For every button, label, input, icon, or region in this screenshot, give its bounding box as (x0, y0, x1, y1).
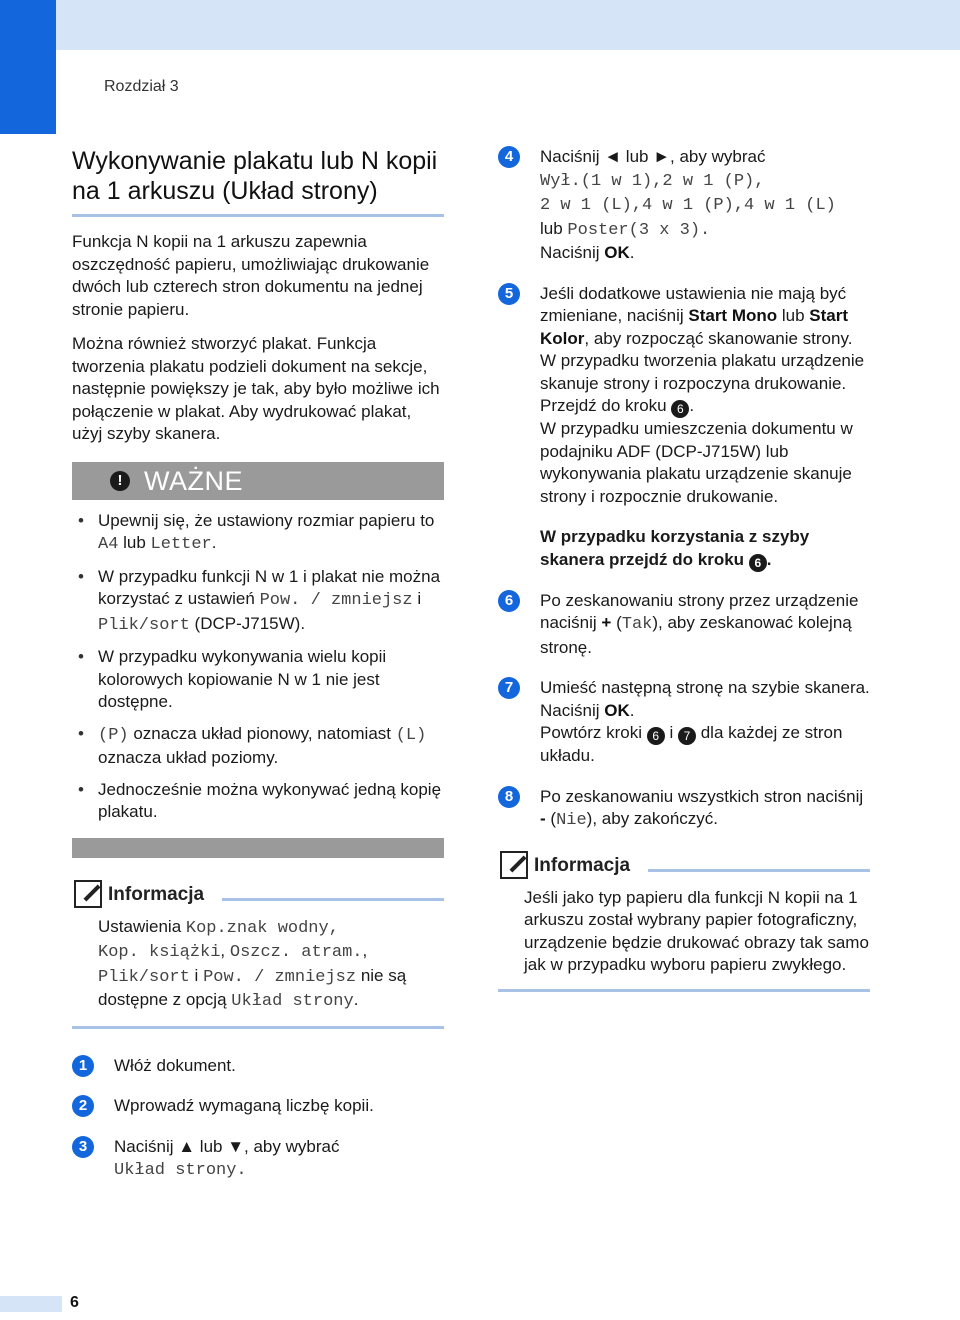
step-text: Naciśnij (540, 700, 605, 720)
text: W przypadku funkcji N w 1 i plakat nie można korzystać z ustawień (98, 566, 441, 608)
start-mono-key-label: Start Mono (688, 306, 778, 325)
note-rule (648, 869, 870, 872)
step-number: 2 (72, 1095, 94, 1117)
text-mono: Plik/sort (98, 615, 190, 635)
step-text: ), aby zeskanować kolejną stronę. (540, 613, 852, 657)
step-ref-badge: 6 (749, 554, 767, 572)
note-title: Informacja (108, 883, 205, 905)
important-box (72, 462, 444, 858)
note-header (72, 880, 444, 910)
step-text: W przypadku tworzenia plakatu urządzenie skanuje strony i rozpoczyna drukowanie. (540, 351, 865, 393)
step-text: ), aby zakończyć. (586, 809, 718, 828)
important-header (72, 462, 444, 500)
step-text: Wprowadź wymaganą liczbę kopii. (114, 1096, 374, 1115)
text-mono: Pow. / zmniejsz (259, 591, 413, 610)
text: . (211, 533, 217, 552)
step-1 (72, 1055, 444, 1078)
steps-list-continued (498, 146, 870, 508)
text: . (766, 549, 772, 569)
text-mono: A4 (98, 535, 119, 554)
step-text-mono: Nie (556, 811, 587, 830)
step-text: Naciśnij (540, 243, 605, 262)
text: Upewnij się, że ustawiony rozmiar papieru to (98, 510, 435, 530)
step-text-mono: Tak (621, 615, 653, 634)
step-number: 3 (72, 1136, 94, 1158)
note-body: Jeśli jako typ papieru dla funkcji N kopii na 1 arkuszu został wybrany papier fotograficzny, urządzenie będzie drukować obrazy tak samo jak w przypadku wyboru papieru zwykłego. (524, 887, 869, 974)
text-mono: Oszcz. atram. (229, 943, 363, 962)
step-text: lub (540, 218, 568, 238)
exclamation-icon: ! (110, 471, 130, 491)
step-number: 5 (498, 283, 520, 305)
step-text: Powtórz kroki (540, 723, 647, 742)
step-text-mono: Układ strony. (114, 1161, 247, 1180)
step-text: . (629, 243, 635, 262)
important-item (72, 566, 444, 638)
important-item (72, 723, 444, 770)
start-kolor-key-label: Start Kolor (540, 306, 849, 348)
important-item: • W przypadku wykonywania wielu kopii kolorowych kopiowanie N w 1 nie jest dostępne. (72, 646, 444, 714)
text-mono: (L) (395, 725, 427, 745)
left-column (72, 146, 444, 1201)
text-mono: Letter (150, 535, 212, 554)
step-number: 7 (498, 677, 520, 699)
text: oznacza układ poziomy. (98, 748, 279, 767)
steps-list-continued-2 (498, 590, 870, 833)
note-bottom-rule (72, 1026, 444, 1029)
step-text: Naciśnij ◄ lub ►, aby wybrać (540, 147, 766, 166)
text: , (362, 941, 368, 960)
step-ref-badge: 6 (647, 727, 665, 745)
text: (DCP-J715W). (189, 613, 306, 633)
text-mono: Układ strony (231, 992, 354, 1011)
header-band (56, 0, 960, 50)
text: , (220, 941, 230, 960)
glass-note (540, 526, 870, 572)
intro (72, 231, 444, 446)
pencil-note-icon (500, 851, 528, 879)
text: nie są dostępne z opcją (98, 965, 407, 1009)
text: . (353, 990, 359, 1009)
right-column (498, 146, 870, 992)
step-5 (498, 283, 870, 509)
note-box-right (498, 851, 870, 992)
chapter-label: Rozdział 3 (104, 78, 179, 95)
page-number: 6 (70, 1294, 79, 1311)
step-text: . (629, 700, 635, 720)
step-text: Naciśnij ▲ lub ▼, aby wybrać (114, 1136, 340, 1156)
step-text: ( (545, 809, 557, 828)
note-box (72, 880, 444, 1029)
text: W przypadku korzystania z szyby skanera przejdź do kroku (540, 527, 810, 569)
text: oznacza układ pionowy, natomiast (128, 723, 396, 743)
text: i (189, 965, 204, 985)
note-rule (222, 898, 444, 901)
note-header (498, 851, 870, 881)
important-list (72, 510, 444, 824)
text-mono: Kop.znak wodny, (185, 918, 339, 938)
text-mono: Kop. książki (98, 943, 221, 962)
section-title: Wykonywanie plakatu lub N kopii na 1 arkuszu (Układ strony) (72, 146, 444, 217)
step-6 (498, 590, 870, 660)
step-7 (498, 677, 870, 768)
text-mono: (P) (98, 725, 129, 745)
step-text-mono: 2 w 1 (L),4 w 1 (P),4 w 1 (L) (540, 196, 836, 215)
text-mono: Pow. / zmniejsz (203, 967, 357, 987)
step-4 (498, 146, 870, 265)
step-text: , aby rozpocząć skanowanie strony. (584, 328, 853, 348)
intro-paragraph-2: Można również stworzyć plakat. Funkcja tworzenia plakatu podzieli dokument na sekcje, następnie powiększy je tak, aby było możliwe ich połączenie w plakat. Aby wydrukować plakat, użyj szyby skanera. (72, 334, 440, 443)
step-2 (72, 1095, 444, 1118)
step-number: 6 (498, 590, 520, 612)
important-item (72, 510, 444, 557)
step-text: lub (777, 306, 810, 325)
intro-paragraph-1: Funkcja N kopii na 1 arkuszu zapewnia oszczędność papieru, umożliwiając drukowanie dwóch lub czterech stron dokumentu na jednej stronie papieru. (72, 232, 430, 319)
pencil-note-icon (74, 880, 102, 908)
step-number: 4 (498, 146, 520, 168)
step-text: Po zeskanowaniu strony przez urządzenie naciśnij (540, 590, 859, 632)
note-title: Informacja (534, 854, 631, 876)
important-title: WAŻNE (144, 465, 243, 496)
step-ref-badge: 6 (671, 400, 689, 418)
steps-list (72, 1055, 444, 1183)
step-text: . (689, 396, 695, 415)
text: lub (118, 533, 151, 552)
important-footer-bar (72, 838, 444, 858)
step-text-mono: Poster(3 x 3). (567, 220, 711, 240)
footer-band (0, 1296, 62, 1312)
step-text: Włóż dokument. (114, 1055, 236, 1075)
step-text-mono: Wył.(1 w 1),2 w 1 (P), (540, 171, 765, 191)
step-ref-badge: 7 (678, 727, 696, 745)
text: i (412, 589, 422, 608)
step-3 (72, 1136, 444, 1183)
text: Ustawienia (98, 916, 186, 936)
text-mono: Plik/sort (98, 967, 190, 987)
minus-key-label: - (540, 809, 546, 828)
step-text: dla każdej ze stron układu. (540, 723, 843, 765)
step-8 (498, 786, 870, 833)
step-text: Po zeskanowaniu wszystkich stron naciśnij (540, 786, 864, 806)
step-text: Umieść następną stronę na szybie skanera. (540, 678, 870, 697)
ok-key-label: OK (604, 243, 630, 262)
step-text: ( (611, 613, 622, 632)
step-number: 8 (498, 786, 520, 808)
header-accent-bar (0, 0, 56, 134)
step-text: Przejdź do kroku (540, 396, 672, 415)
note-bottom-rule (498, 989, 870, 992)
ok-key-label: OK (604, 700, 630, 720)
important-item: • Jednocześnie można wykonywać jedną kopię plakatu. (72, 779, 444, 824)
step-text: Jeśli dodatkowe ustawienia nie mają być zmieniane, naciśnij (540, 283, 847, 325)
note-body (72, 916, 444, 1014)
step-number: 1 (72, 1055, 94, 1077)
plus-key-label: + (601, 613, 612, 632)
step-text: i (664, 723, 678, 742)
step-text: W przypadku umieszczenia dokumentu w podajniku ADF (DCP-J715W) lub wykonywania plakatu urządzenie skanuje strony i rozpocznie drukowanie. (540, 419, 853, 506)
